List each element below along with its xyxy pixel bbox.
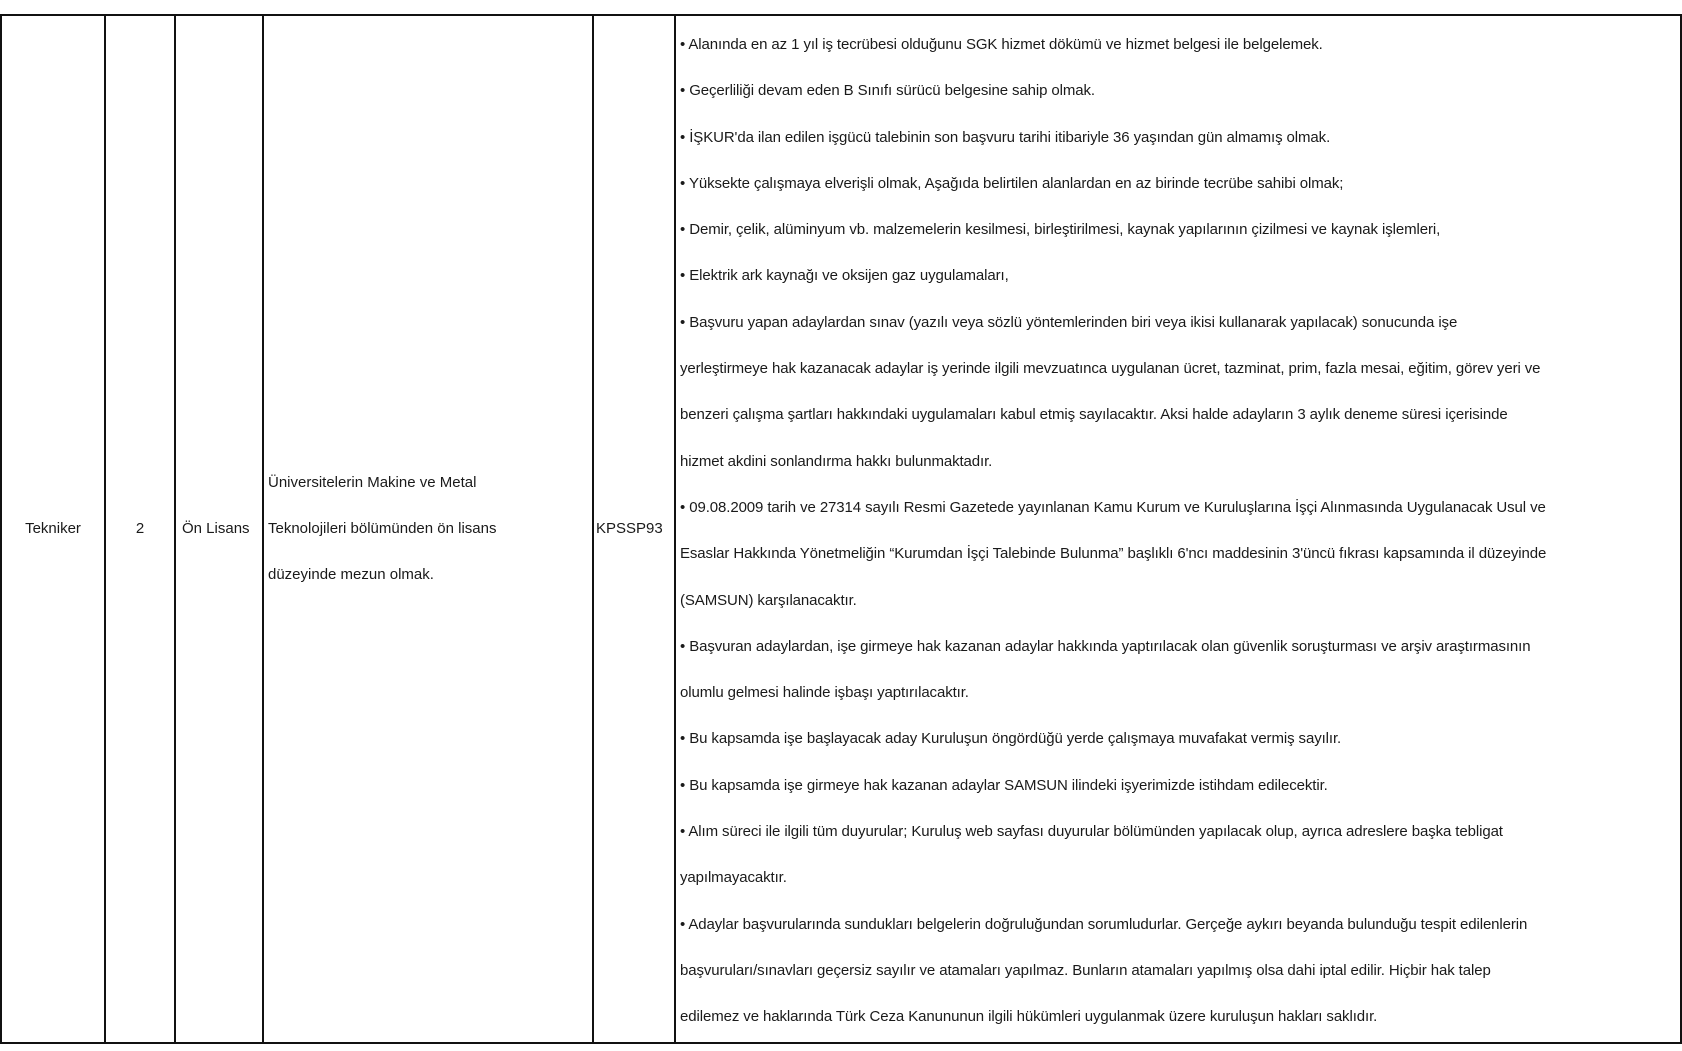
requirement-line: edilemez ve haklarında Türk Ceza Kanununun ilgili hükümleri uygulanmak üzere kuruluşun hakları saklıdır.	[680, 1008, 1378, 1026]
exam-score-type: KPSSP93	[596, 520, 663, 537]
requirement-line: • 09.08.2009 tarih ve 27314 sayılı Resmi Gazetede yayınlanan Kamu Kurum ve Kuruluşlarına İşçi Alınmasında Uygulanacak Usul ve	[680, 498, 1546, 516]
requirement-line: • Elektrik ark kaynağı ve oksijen gaz uygulamaları,	[680, 267, 1009, 285]
requirements-cell	[675, 15, 1681, 1043]
position-title: Tekniker	[25, 520, 81, 537]
requirement-line: • Demir, çelik, alüminyum vb. malzemelerin kesilmesi, birleştirilmesi, kaynak yapılarının çizilmesi ve kaynak işlemleri,	[680, 221, 1441, 239]
education-requirement-line: Teknolojileri bölümünden ön lisans	[268, 520, 497, 537]
position-title-cell	[1, 15, 105, 1043]
job-requirements-table	[0, 14, 1682, 1044]
position-count-cell	[105, 15, 175, 1043]
requirement-line: hizmet akdini sonlandırma hakkı bulunmaktadır.	[680, 452, 993, 470]
education-level: Ön Lisans	[182, 520, 250, 537]
education-requirement-line: düzeyinde mezun olmak.	[268, 566, 434, 583]
requirement-line: • Yüksekte çalışmaya elverişli olmak, Aşağıda belirtilen alanlardan en az birinde tecrübe sahibi olmak;	[680, 174, 1344, 192]
requirement-line: • Bu kapsamda işe başlayacak aday Kuruluşun öngördüğü yerde çalışmaya muvafakat vermiş sayılır.	[680, 730, 1342, 748]
position-count: 2	[135, 520, 145, 537]
requirement-line: yerleştirmeye hak kazanacak adaylar iş yerinde ilgili mevzuatınca uygulanan ücret, tazminat, prim, fazla mesai, eğitim, görev yeri ve	[680, 360, 1541, 378]
table-row	[1, 15, 1681, 1043]
requirement-line: • Alım süreci ile ilgili tüm duyurular; Kuruluş web sayfası duyurular bölümünden yapılacak olup, ayrıca adreslere başka tebligat	[680, 823, 1503, 841]
requirement-line: • Alanında en az 1 yıl iş tecrübesi olduğunu SGK hizmet dökümü ve hizmet belgesi ile belgelemek.	[680, 36, 1323, 53]
requirements-list	[680, 16, 1676, 1041]
requirement-line: benzeri çalışma şartları hakkındaki uygulamaları kabul etmiş sayılacaktır. Aksi halde adayların 3 aylık deneme süresi içerisinde	[680, 406, 1508, 424]
requirement-line: • Adaylar başvurularında sundukları belgelerin doğruluğundan sorumludurlar. Gerçeğe aykırı beyanda bulunduğu tespit edilenlerin	[680, 915, 1528, 933]
requirement-line: • Başvuran adaylardan, işe girmeye hak kazanan adaylar hakkında yaptırılacak olan güvenlik soruşturması ve arşiv araştırmasının	[680, 637, 1531, 655]
education-level-cell	[175, 15, 263, 1043]
requirement-line: yapılmayacaktır.	[680, 869, 787, 887]
education-requirement-cell	[263, 15, 593, 1043]
job-requirements-table-wrapper	[0, 14, 1680, 1044]
requirement-line: (SAMSUN) karşılanacaktır.	[680, 591, 857, 609]
requirement-line: Esaslar Hakkında Yönetmeliğin “Kurumdan İşçi Talebinde Bulunma” başlıklı 6'ncı maddesinin 3'üncü fıkrası kapsamında il düzeyinde	[680, 545, 1547, 563]
requirement-line: başvuruları/sınavları geçersiz sayılır ve atamaları yapılmaz. Bunların atamaları yapılmış olsa dahi iptal edilir. Hiçbir hak talep	[680, 961, 1491, 979]
requirement-line: • Başvuru yapan adaylardan sınav (yazılı veya sözlü yöntemlerinden biri veya ikisi kullanarak yapılacak) sonucunda işe	[680, 313, 1458, 331]
requirement-line: • Bu kapsamda işe girmeye hak kazanan adaylar SAMSUN ilindeki işyerimizde istihdam edilecektir.	[680, 776, 1328, 794]
requirement-line: • Geçerliliği devam eden B Sınıfı sürücü belgesine sahip olmak.	[680, 82, 1096, 100]
education-requirement-line: Üniversitelerin Makine ve Metal	[268, 474, 477, 491]
requirement-line: olumlu gelmesi halinde işbaşı yaptırılacaktır.	[680, 684, 969, 702]
requirement-line: • İŞKUR'da ilan edilen işgücü talebinin son başvuru tarihi itibariyle 36 yaşından gün almamış olmak.	[680, 128, 1331, 146]
exam-score-type-cell	[593, 15, 675, 1043]
